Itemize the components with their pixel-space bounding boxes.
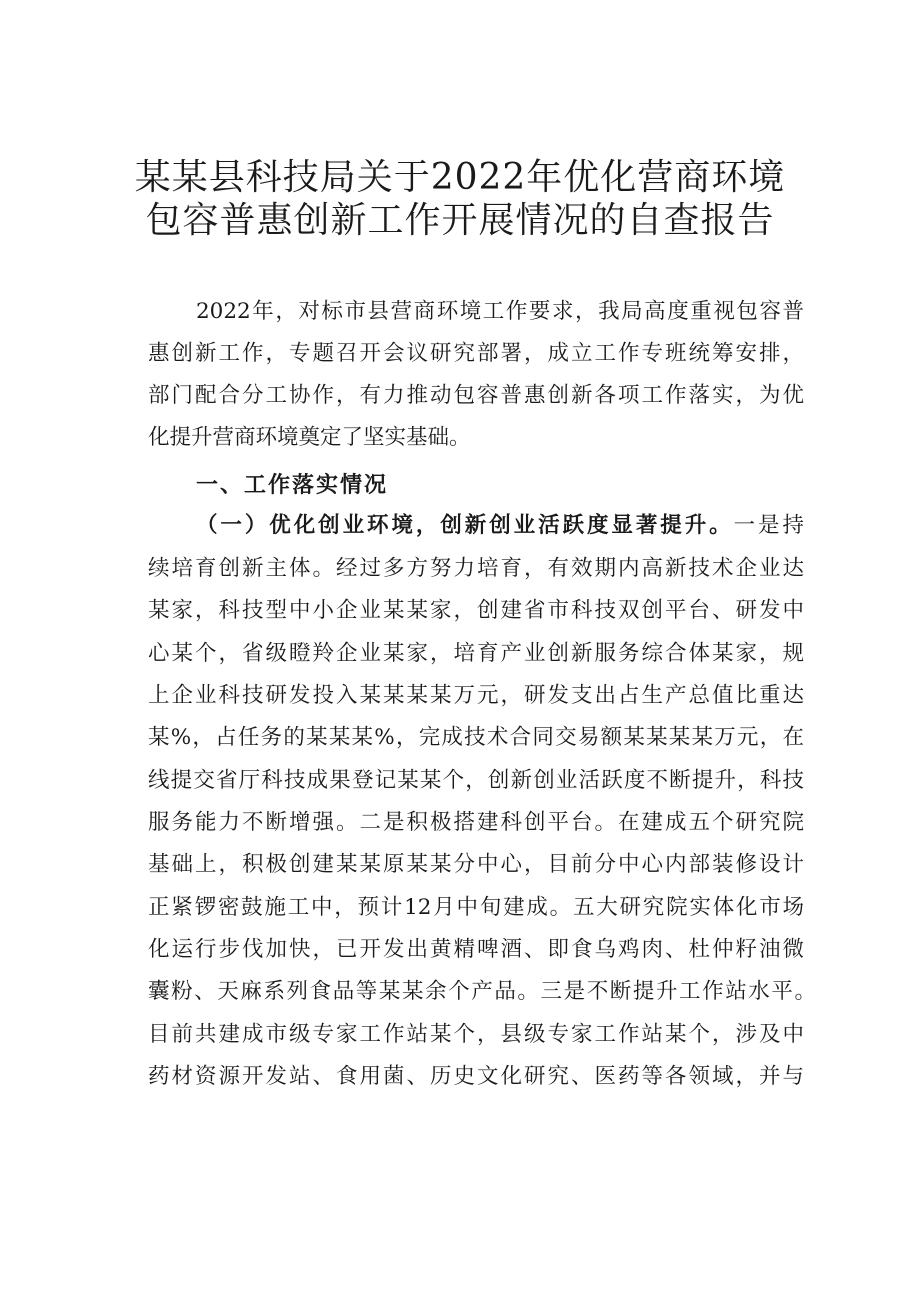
body-line: 药材资源开发站、食用菌、历史文化研究、医药等各领域，并与 [148, 1064, 804, 1089]
body-line: 续培育创新主体。经过多方努力培育，有效期内高新技术企业达 [148, 556, 804, 581]
body-line: 某%，占任务的某某某%，完成技术合同交易额某某某某万元，在 [148, 725, 804, 750]
body-line: 线提交省厅科技成果登记某某个，创新创业活跃度不断提升，科技 [148, 768, 804, 793]
section-heading: 一、工作落实情况 [196, 472, 389, 498]
body-line: 化运行步伐加快，已开发出黄精啤酒、即食乌鸡肉、杜仲籽油微 [148, 937, 804, 962]
subsection-text-start: 一是持 [733, 513, 804, 538]
intro-line: 2022年，对标市县营商环境工作要求，我局高度重视包容普 [196, 299, 804, 324]
body-line: 某家，科技型中小企业某某家，创建省市科技双创平台、研发中 [148, 598, 804, 623]
body-line: 心某个，省级瞪羚企业某家，培育产业创新服务综合体某家，规 [148, 641, 804, 666]
doc-title-line-2: 包容普惠创新工作开展情况的自查报告 [145, 200, 775, 241]
doc-title-line-1: 某某县科技局关于2022年优化营商环境 [134, 157, 786, 198]
intro-line: 部门配合分工协作，有力推动包容普惠创新各项工作落实，为优 [148, 383, 804, 408]
intro-line: 惠创新工作，专题召开会议研究部署，成立工作专班统筹安排， [148, 341, 804, 366]
intro-line: 化提升营商环境奠定了坚实基础。 [148, 425, 471, 450]
body-line: 上企业科技研发投入某某某某万元，研发支出占生产总值比重达 [148, 683, 804, 708]
body-line: 基础上，积极创建某某原某某分中心，目前分中心内部装修设计 [148, 852, 804, 877]
body-line: 目前共建成市级专家工作站某个，县级专家工作站某个，涉及中 [148, 1022, 804, 1047]
body-line: 正紧锣密鼓施工中，预计12月中旬建成。五大研究院实体化市场 [148, 895, 804, 920]
subsection-first-line [196, 515, 804, 537]
body-line: 服务能力不断增强。二是积极搭建科创平台。在建成五个研究院 [148, 810, 804, 835]
body-line: 囊粉、天麻系列食品等某某余个产品。三是不断提升工作站水平。 [148, 979, 816, 1004]
subsection-heading: （一）优化创业环境，创新创业活跃度显著提升。 [196, 513, 734, 538]
